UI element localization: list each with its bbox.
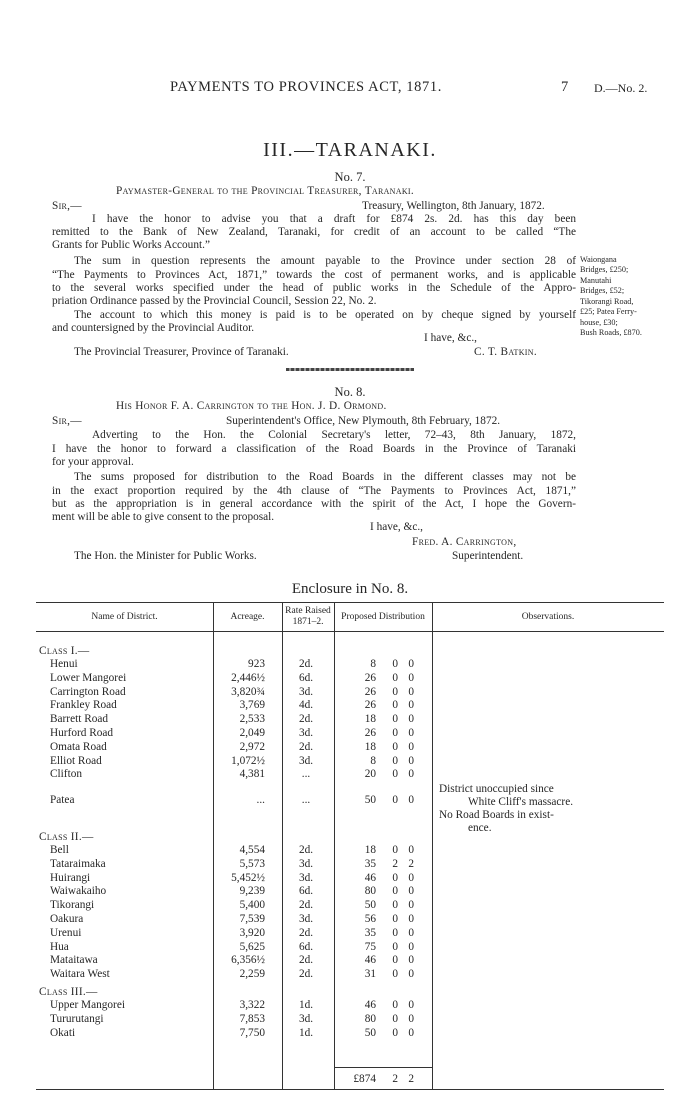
district-name: Tikorangi	[50, 899, 95, 912]
page-number: 7	[561, 79, 569, 95]
shillings: 0	[392, 899, 398, 912]
pence: 0	[408, 885, 414, 898]
acreage: 3,820¾	[231, 685, 265, 698]
proposed-distribution	[346, 898, 430, 912]
total-pence: 2	[408, 1073, 414, 1085]
acreage: 2,972	[239, 740, 265, 753]
proposed-distribution	[346, 726, 430, 740]
acreage: 6,356½	[231, 954, 265, 967]
district-name: Tururutangi	[50, 1012, 104, 1025]
pence: 0	[408, 899, 414, 912]
pounds: 20	[364, 768, 376, 781]
acreage: 1,072½	[231, 754, 265, 767]
signature-title: Superintendent.	[452, 550, 524, 562]
pence: 0	[408, 913, 414, 925]
pounds: 18	[364, 713, 376, 726]
running-head: PAYMENTS TO PROVINCES ACT, 1871.	[170, 79, 442, 95]
proposed-distribution	[346, 926, 430, 940]
paragraph-line: The sum in question represents the amount payable to the Province under section 28 of	[74, 255, 576, 267]
proposed-distribution	[346, 685, 430, 699]
column-header-acreage: Acreage.	[230, 612, 265, 622]
acreage: 7,539	[239, 913, 265, 925]
margin-note-line: Tikorangi Road,	[580, 297, 634, 306]
pounds: 46	[364, 999, 376, 1011]
proposed-distribution	[346, 671, 430, 685]
district-name: Hua	[50, 940, 69, 953]
acreage: 4,381	[239, 768, 265, 781]
shillings: 0	[392, 954, 398, 967]
shillings: 0	[392, 913, 398, 925]
pounds: 80	[364, 1012, 376, 1025]
district-name: Hurford Road	[50, 727, 114, 739]
paragraph-line: remitted to the Bank of New Zealand, Taranaki, for credit of an account to be called “The	[52, 226, 576, 238]
pence: 0	[408, 1026, 414, 1039]
shillings: 0	[392, 713, 398, 726]
shillings: 0	[392, 740, 398, 753]
pence: 0	[408, 940, 414, 953]
ornamental-rule	[286, 368, 414, 371]
pounds: 75	[364, 940, 376, 953]
rate-raised: 3d.	[298, 727, 314, 739]
district-name: Waitara West	[50, 968, 110, 981]
pence: 0	[408, 754, 414, 767]
pounds: 8	[370, 658, 376, 670]
place-date: Superintendent's Office, New Plymouth, 8th February, 1872.	[226, 415, 501, 427]
district-name: Huirangi	[50, 871, 91, 884]
pounds: 46	[364, 871, 376, 884]
total-shillings: 2	[392, 1073, 398, 1085]
pence: 0	[408, 794, 414, 807]
shillings: 0	[392, 999, 398, 1011]
rate-raised: 3d.	[298, 1012, 314, 1025]
acreage: 3,920	[239, 926, 265, 939]
district-name: Frankley Road	[50, 699, 117, 712]
acreage: 9,239	[239, 885, 265, 898]
proposed-distribution	[346, 754, 430, 768]
pence: 0	[408, 740, 414, 753]
district-name: Lower Mangorei	[50, 671, 127, 684]
district-name: Bell	[50, 844, 69, 856]
rate-raised: 2d.	[298, 899, 314, 912]
rate-raised: 2d.	[298, 713, 314, 726]
column-header-name: Name of District.	[91, 612, 158, 622]
margin-note-line: Bush Roads, £870.	[580, 328, 642, 337]
district-name: Waiwakaiho	[50, 885, 107, 898]
acreage: 2,446½	[231, 671, 265, 684]
pounds: 56	[364, 913, 376, 925]
closing: I have, &c.,	[370, 521, 424, 533]
pounds: 80	[364, 885, 376, 898]
pence: 0	[408, 1012, 414, 1025]
paragraph-line: Grants for Public Works Account.”	[52, 239, 210, 251]
rate-raised: 3d.	[298, 913, 314, 925]
document-reference: D.—No. 2.	[594, 81, 648, 95]
acreage: 3,769	[239, 699, 265, 712]
margin-note-line: Waiongana	[580, 255, 617, 264]
class-label: Class III.—	[39, 986, 98, 998]
addressee: The Hon. the Minister for Public Works.	[74, 550, 257, 562]
pounds: 26	[364, 671, 376, 684]
rate-raised: 3d.	[298, 754, 314, 767]
rate-raised: 2d.	[298, 844, 314, 856]
shillings: 0	[392, 968, 398, 981]
observation-patea: No Road Boards in exist-	[439, 809, 554, 821]
proposed-distribution	[346, 912, 430, 926]
enclosure-title: Enclosure in No. 8.	[291, 581, 409, 597]
class-label: Class I.—	[39, 645, 90, 657]
pounds: 50	[364, 794, 376, 807]
rate-raised: 6d.	[298, 671, 314, 684]
margin-note-line: Bridges, £52;	[580, 286, 625, 295]
observation-clifton-cont: White Cliff's massacre.	[468, 796, 574, 808]
paragraph-line: but as the appropriation is in general accordance with the spirit of the Act, I hope the Govern-	[52, 498, 576, 510]
table-top-rule	[36, 602, 664, 603]
proposed-distribution	[346, 1026, 430, 1040]
shillings: 0	[392, 794, 398, 807]
proposed-distribution	[346, 793, 430, 807]
acreage: 7,853	[239, 1012, 265, 1025]
section-title: III.—TARANAKI.	[263, 139, 437, 161]
rate-raised: 2d.	[298, 740, 314, 753]
shillings: 0	[392, 885, 398, 898]
total-row	[346, 1072, 430, 1086]
pence: 0	[408, 968, 414, 981]
paragraph-line: to the several works specified under the head of public works in the Schedule of the Appro-	[52, 282, 576, 294]
acreage: 3,322	[239, 999, 265, 1011]
acreage: 2,049	[239, 727, 265, 739]
pounds: 18	[364, 844, 376, 856]
pence: 0	[408, 685, 414, 698]
shillings: 0	[392, 871, 398, 884]
column-header-distribution: Proposed Distribution	[341, 612, 425, 622]
proposed-distribution	[346, 953, 430, 967]
letter-from-to: Paymaster-General to the Provincial Treasurer, Taranaki.	[116, 185, 415, 197]
pence: 0	[408, 713, 414, 726]
proposed-distribution	[346, 940, 430, 954]
pounds: 35	[364, 926, 376, 939]
margin-note-line: Bridges, £250;	[580, 265, 629, 274]
margin-note-line: house, £30;	[580, 318, 618, 327]
rate-raised: 3d.	[298, 871, 314, 884]
shillings: 0	[392, 1012, 398, 1025]
letter-from-to: His Honor F. A. Carrington to the Hon. J. D. Ormond.	[116, 400, 387, 412]
pence: 0	[408, 658, 414, 670]
district-name: Carrington Road	[50, 685, 126, 698]
shillings: 0	[392, 844, 398, 856]
rate-raised: ...	[301, 768, 311, 781]
shillings: 0	[392, 940, 398, 953]
shillings: 0	[392, 1026, 398, 1039]
shillings: 0	[392, 754, 398, 767]
acreage: 5,400	[239, 899, 265, 912]
rate-raised: 3d.	[298, 857, 314, 870]
proposed-distribution	[346, 767, 430, 781]
acreage: 5,573	[239, 857, 265, 870]
acreage: 923	[248, 658, 265, 670]
acreage: 7,750	[239, 1026, 265, 1039]
pounds: 8	[370, 754, 376, 767]
shillings: 2	[392, 857, 398, 870]
pence: 0	[408, 768, 414, 781]
letter-number: No. 8.	[334, 385, 366, 399]
acreage: ...	[256, 794, 265, 807]
pounds: 26	[364, 685, 376, 698]
pence: 0	[408, 727, 414, 739]
paragraph-line: and countersigned by the Provincial Auditor.	[52, 322, 255, 334]
shillings: 0	[392, 671, 398, 684]
district-name: Okati	[50, 1026, 76, 1039]
proposed-distribution	[346, 843, 430, 857]
paragraph-line: The sums proposed for distribution to the Road Boards in the different classes may not be	[74, 471, 576, 483]
rate-raised: 6d.	[298, 885, 314, 898]
pence: 0	[408, 999, 414, 1011]
pence: 0	[408, 699, 414, 712]
observation-clifton: District unoccupied since	[439, 783, 554, 795]
pence: 0	[408, 871, 414, 884]
pounds: 35	[364, 857, 376, 870]
proposed-distribution	[346, 1012, 430, 1026]
pence: 0	[408, 926, 414, 939]
shillings: 0	[392, 658, 398, 670]
proposed-distribution	[346, 967, 430, 981]
rate-raised: 1d.	[298, 1026, 314, 1039]
paragraph-line: in the exact proportion required by the 4th clause of “The Payments to Provinces Act, 1871,”	[52, 485, 576, 497]
total-rule	[334, 1067, 432, 1068]
column-header-rate-year: 1871–2.	[292, 617, 324, 627]
paragraph-line: The account to which this money is paid is to be operated on by cheque signed by yourself	[74, 309, 576, 321]
district-name: Elliot Road	[50, 754, 102, 767]
column-header-observations: Observations.	[521, 612, 575, 622]
margin-note-line: Manutahi	[580, 276, 612, 285]
district-name: Clifton	[50, 768, 83, 781]
paragraph-line: “The Payments to Provinces Act, 1871,” towards the cost of permanent works, and is applicable	[52, 269, 576, 281]
table-bottom-rule	[36, 1089, 664, 1090]
pounds: 18	[364, 740, 376, 753]
salutation: Sir,—	[52, 200, 82, 212]
district-name: Patea	[50, 794, 75, 807]
district-name: Upper Mangorei	[50, 999, 125, 1011]
rate-raised: 6d.	[298, 940, 314, 953]
place-date: Treasury, Wellington, 8th January, 1872.	[362, 200, 545, 212]
pence: 0	[408, 954, 414, 967]
addressee: The Provincial Treasurer, Province of Taranaki.	[74, 346, 289, 358]
salutation: Sir,—	[52, 415, 82, 427]
proposed-distribution	[346, 871, 430, 885]
acreage: 2,259	[239, 968, 265, 981]
proposed-distribution	[346, 998, 430, 1012]
pounds: 50	[364, 1026, 376, 1039]
column-divider	[432, 602, 433, 1089]
rate-raised: 1d.	[298, 999, 314, 1011]
district-name: Omata Road	[50, 740, 107, 753]
proposed-distribution	[346, 740, 430, 754]
table-header-rule	[36, 631, 664, 632]
proposed-distribution	[346, 712, 430, 726]
shillings: 0	[392, 699, 398, 712]
pence: 0	[408, 844, 414, 856]
district-name: Henui	[50, 658, 78, 670]
rate-raised: 2d.	[298, 954, 314, 967]
rate-raised: 2d.	[298, 926, 314, 939]
signature: Fred. A. Carrington,	[412, 536, 517, 548]
paragraph-line: ment will be able to give consent to the proposal.	[52, 511, 275, 523]
paragraph-line: priation Ordinance passed by the Provincial Council, Session 22, No. 2.	[52, 295, 377, 307]
pounds: 26	[364, 727, 376, 739]
district-name: Tataraimaka	[50, 857, 106, 870]
pounds: 26	[364, 699, 376, 712]
shillings: 0	[392, 727, 398, 739]
paragraph-line: I have the honor to advise you that a draft for £874 2s. 2d. has this day been	[92, 213, 576, 225]
acreage: 5,452½	[231, 871, 265, 884]
paragraph-line: Adverting to the Hon. the Colonial Secretary's letter, 72–43, 8th January, 1872,	[92, 429, 576, 441]
shillings: 0	[392, 685, 398, 698]
proposed-distribution	[346, 857, 430, 871]
district-name: Barrett Road	[50, 713, 109, 726]
rate-raised: 3d.	[298, 685, 314, 698]
letter-number: No. 7.	[334, 170, 366, 184]
acreage: 4,554	[239, 844, 265, 856]
shillings: 0	[392, 768, 398, 781]
rate-raised: ...	[301, 794, 311, 807]
margin-note-line: £25; Patea Ferry-	[580, 307, 637, 316]
rate-raised: 2d.	[298, 968, 314, 981]
shillings: 0	[392, 926, 398, 939]
district-name: Oakura	[50, 913, 84, 925]
district-name: Urenui	[50, 926, 82, 939]
column-header-rate: Rate Raised	[285, 606, 331, 616]
proposed-distribution	[346, 884, 430, 898]
total-pounds: £874	[353, 1073, 376, 1085]
proposed-distribution	[346, 657, 430, 671]
closing: I have, &c.,	[424, 332, 478, 344]
column-divider	[334, 602, 335, 1089]
pence: 0	[408, 671, 414, 684]
rate-raised: 4d.	[298, 699, 314, 712]
district-name: Mataitawa	[50, 954, 98, 967]
pounds: 50	[364, 899, 376, 912]
pounds: 46	[364, 954, 376, 967]
signature: C. T. Batkin.	[474, 346, 537, 358]
proposed-distribution	[346, 698, 430, 712]
paragraph-line: for your approval.	[52, 456, 134, 468]
pence: 2	[408, 857, 414, 870]
observation-patea-cont: ence.	[468, 822, 492, 834]
class-label: Class II.—	[39, 831, 94, 843]
rate-raised: 2d.	[298, 658, 314, 670]
paragraph-line: I have the honor to forward a classification of the Road Boards in the Province of Taranaki	[52, 443, 576, 455]
acreage: 2,533	[239, 713, 265, 726]
acreage: 5,625	[239, 940, 265, 953]
pounds: 31	[364, 968, 376, 981]
